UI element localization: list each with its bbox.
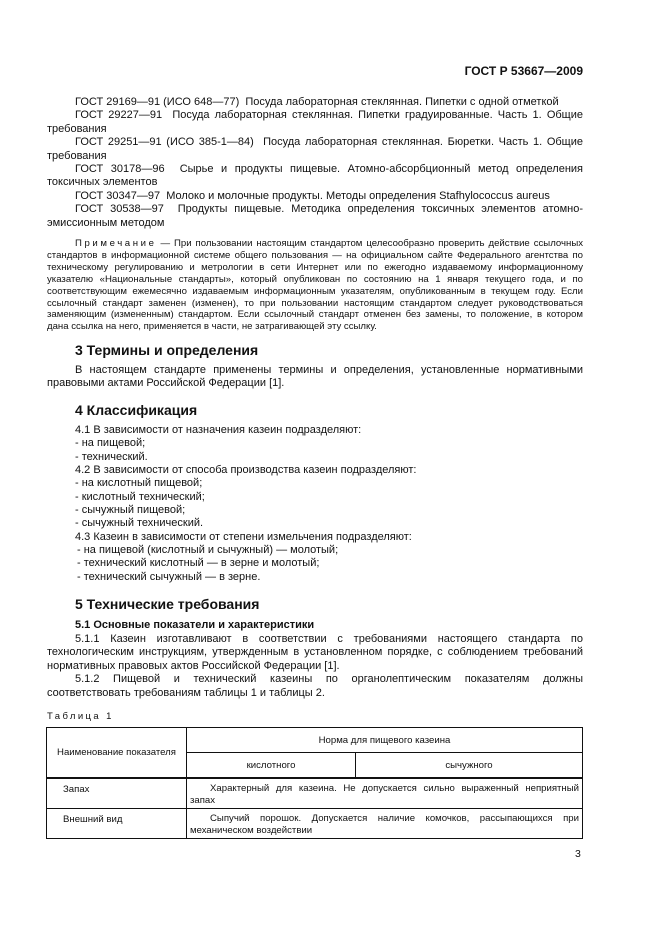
note-block (47, 238, 583, 333)
table-caption: Таблица 1 (47, 711, 114, 722)
subsection-5-1-heading: 5.1 Основные показатели и характеристики (75, 619, 315, 631)
reference-code: ГОСТ 30538—97 (75, 203, 164, 216)
list-item: - на кислотный пищевой; (75, 477, 203, 490)
section-4-heading: 4 Классификация (75, 402, 198, 418)
reference-code: ГОСТ 29227—91 (75, 109, 163, 122)
reference-item (47, 190, 583, 203)
reference-code: ГОСТ 30178—96 (75, 163, 165, 176)
column-header-acid: кислотного (187, 753, 356, 779)
list-item: - на пищевой (кислотный и сычужный) — молотый; (77, 544, 339, 557)
table-row (47, 809, 583, 839)
list-item: - сычужный технический. (75, 517, 204, 530)
indicator-name: Внешний вид (47, 809, 187, 839)
clause-5-1-1: 5.1.1 Казеин изготавливают в соответствии с требованиями настоящего стандарта по технологическим инструкциям, утвержденным в установленном порядке, с соблюдением требований нормативных правовых актов Российской Федерации [1]. (47, 633, 583, 672)
reference-title: Сырье и продукты пищевые. Атомно-абсорбционный метод определения токсичных элементов (47, 163, 583, 189)
indicator-value (187, 778, 583, 809)
clause-5-1-2: 5.1.2 Пищевой и технический казеины по органолептическим показателям должны соответствовать требованиям таблицы 1 и таблицы 2. (47, 673, 583, 699)
reference-title: Посуда лабораторная стеклянная. Бюретки. Часть 1. Общие требования (47, 136, 583, 162)
indicator-name: Запах (47, 778, 187, 809)
clause-4-3: 4.3 Казеин в зависимости от степени измельчения подразделяют: (75, 530, 412, 543)
table-row (47, 778, 583, 809)
section-5-body (47, 633, 583, 700)
note-text: — При пользовании настоящим стандартом целесообразно проверить действие ссылочных стандартов в информационной системе общего пользования — на официальном сайте Федерального агентства по техническому регулированию и метрологии в сети Интернет или по ежегодно издаваемому информационному указателю «Национальные стандарты», который опубликован по состоянию на 1 января текущего года, и по соответствующим ежемесячно издаваемым информационным указателям, опубликованным в текущем году. Если ссылочный стандарт заменен (изменен), то при пользовании настоящим стандартом следует руководствоваться заменяющим (измененным) стандартом. Если ссылочный стандарт отменен без замены, то положение, в котором дана ссылка на него, применяется в части, не затрагивающей эту ссылку. (47, 238, 584, 333)
list-item: - кислотный технический; (75, 490, 205, 503)
reference-item (47, 96, 583, 109)
list-item: - технический. (75, 450, 148, 463)
column-group-header: Норма для пищевого казеина (187, 728, 583, 753)
section-5-heading: 5 Технические требования (75, 596, 260, 612)
column-header-indicator: Наименование показателя (47, 728, 187, 779)
reference-title: Посуда лабораторная стеклянная. Пипетки с одной отметкой (245, 96, 559, 108)
reference-item (47, 163, 583, 190)
reference-item (47, 136, 583, 163)
clause-4-1: 4.1 В зависимости от назначения казеин подразделяют: (75, 424, 362, 436)
reference-title: Посуда лабораторная стеклянная. Пипетки градуированные. Часть 1. Общие требования (47, 109, 583, 135)
page-number: 3 (575, 848, 581, 860)
reference-code: ГОСТ 29251—91 (ИСО 385-1—84) (75, 136, 254, 149)
indicator-value (187, 809, 583, 839)
list-item: - технический кислотный — в зерне и молотый; (77, 557, 320, 570)
reference-code: ГОСТ 29169—91 (ИСО 648—77) (75, 96, 240, 108)
list-item: - технический сычужный — в зерне. (77, 570, 261, 583)
list-item: - на пищевой; (75, 437, 146, 450)
reference-title: Молоко и молочные продукты. Методы определения Stafhylococcus aureus (166, 189, 550, 202)
reference-item (47, 203, 583, 230)
classification-list (47, 424, 583, 584)
list-item: - сычужный пищевой; (75, 504, 186, 517)
indicator-value-text: Сыпучий порошок. Допускается наличие комочков, рассыпающихся при механическом воздействии (190, 813, 579, 836)
indicator-value-text: Характерный для казеина. Не допускается сильно выраженный неприятный запах (190, 783, 579, 806)
reference-title: Продукты пищевые. Методика определения токсичных элементов атомно-эмиссионным методом (47, 203, 583, 229)
note-paragraph (47, 238, 583, 333)
section-3-paragraph: В настоящем стандарте применены термины и определения, установленные нормативными правовыми актами Российской Федерации [1]. (47, 364, 583, 390)
section-3-heading: 3 Термины и определения (75, 342, 259, 358)
table-header-row (47, 728, 583, 753)
note-label: Примечание (75, 238, 157, 249)
table-1 (46, 727, 583, 839)
reference-item (47, 109, 583, 136)
document-code-header: ГОСТ Р 53667—2009 (464, 64, 583, 78)
clause-4-2: 4.2 В зависимости от способа производства казеин подразделяют: (75, 464, 417, 477)
reference-code: ГОСТ 30347—97 (75, 189, 161, 202)
column-header-rennet: сычужного (356, 753, 583, 779)
section-3-body (47, 364, 583, 391)
normative-references (47, 96, 583, 230)
